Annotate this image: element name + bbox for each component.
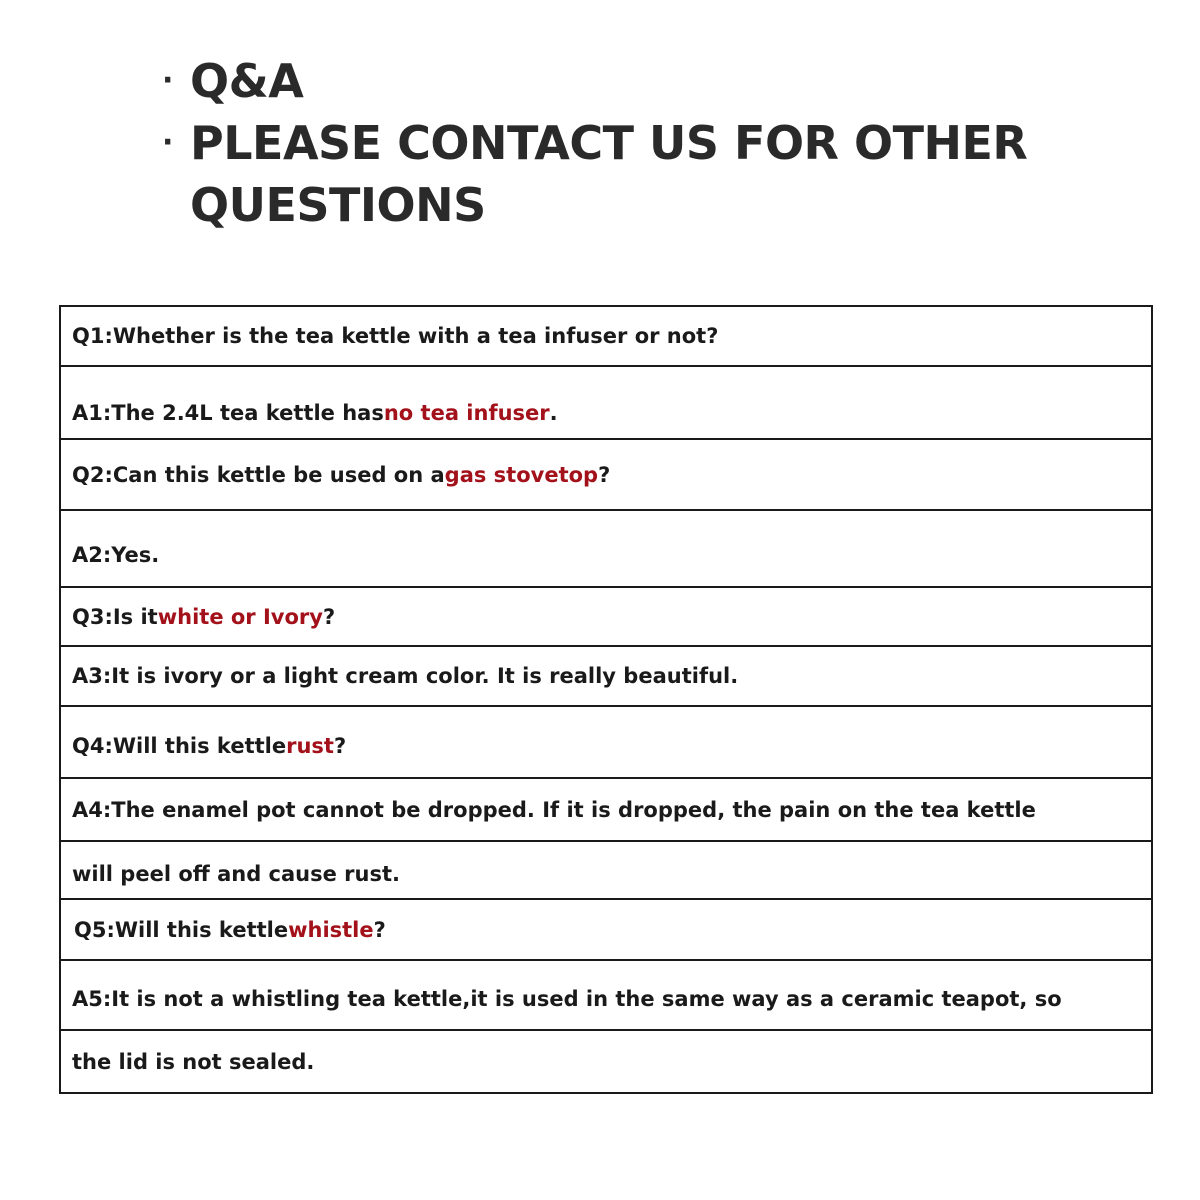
row-highlight: rust [286,734,334,758]
row-text: the lid is not sealed. [72,1049,315,1074]
row-text: Q3:Is it [72,604,158,629]
row-text: A4:The enamel pot cannot be dropped. If it is dropped, the pain on the tea kettle [72,797,1036,822]
row-highlight: white or Ivory [157,604,323,629]
row-text: A1:The 2.4L tea kettle has [72,400,384,425]
row-highlight: no tea infuser [383,400,550,425]
row-highlight: gas stovetop [444,462,599,487]
bullet-icon: · [162,125,173,160]
heading-title: Q&A [190,54,304,108]
heading-line-contact [162,112,1142,236]
row-highlight: whistle [288,917,374,942]
qa-row-q4 [61,707,1151,779]
qa-row-a2 [61,511,1151,588]
page-heading [162,50,1142,236]
row-text: A3:It is ivory or a light cream color. It is really beautiful. [72,664,739,688]
qa-row-q2 [61,440,1151,511]
row-text-end: ? [598,462,611,487]
row-text: A5:It is not a whistling tea kettle,it is used in the same way as a ceramic teapot, so [72,987,1062,1011]
qa-row-a5-line1 [61,961,1151,1031]
heading-contact-line-2: QUESTIONS [190,178,486,232]
row-text-end: ? [322,604,336,629]
qa-row-a3 [61,647,1151,707]
row-text: will peel off and cause rust. [72,862,400,886]
bullet-icon: · [162,63,173,98]
row-text: Q2:Can this kettle be used on a [72,462,445,487]
heading-contact-text [190,112,1142,236]
row-text-end: ? [333,734,347,758]
row-text: Q5:Will this kettle [74,917,289,942]
qa-row-a4-line1 [61,779,1151,842]
qa-row-a5-line2 [61,1031,1151,1094]
row-text: Q4:Will this kettle [72,734,287,758]
row-text-end: ? [373,917,386,942]
row-text: A2:Yes. [72,542,160,567]
qa-table [59,305,1153,1094]
qa-row-q5 [61,900,1151,961]
heading-line-qa [162,50,1142,112]
heading-contact-line-1: PLEASE CONTACT US FOR OTHER [190,116,1028,170]
qa-row-q3 [61,588,1151,647]
row-text-end: . [549,400,558,425]
qa-row-a1 [61,367,1151,440]
qa-row-q1 [61,307,1151,367]
qa-row-a4-line2 [61,842,1151,900]
row-text: Q1:Whether is the tea kettle with a tea infuser or not? [72,324,719,348]
